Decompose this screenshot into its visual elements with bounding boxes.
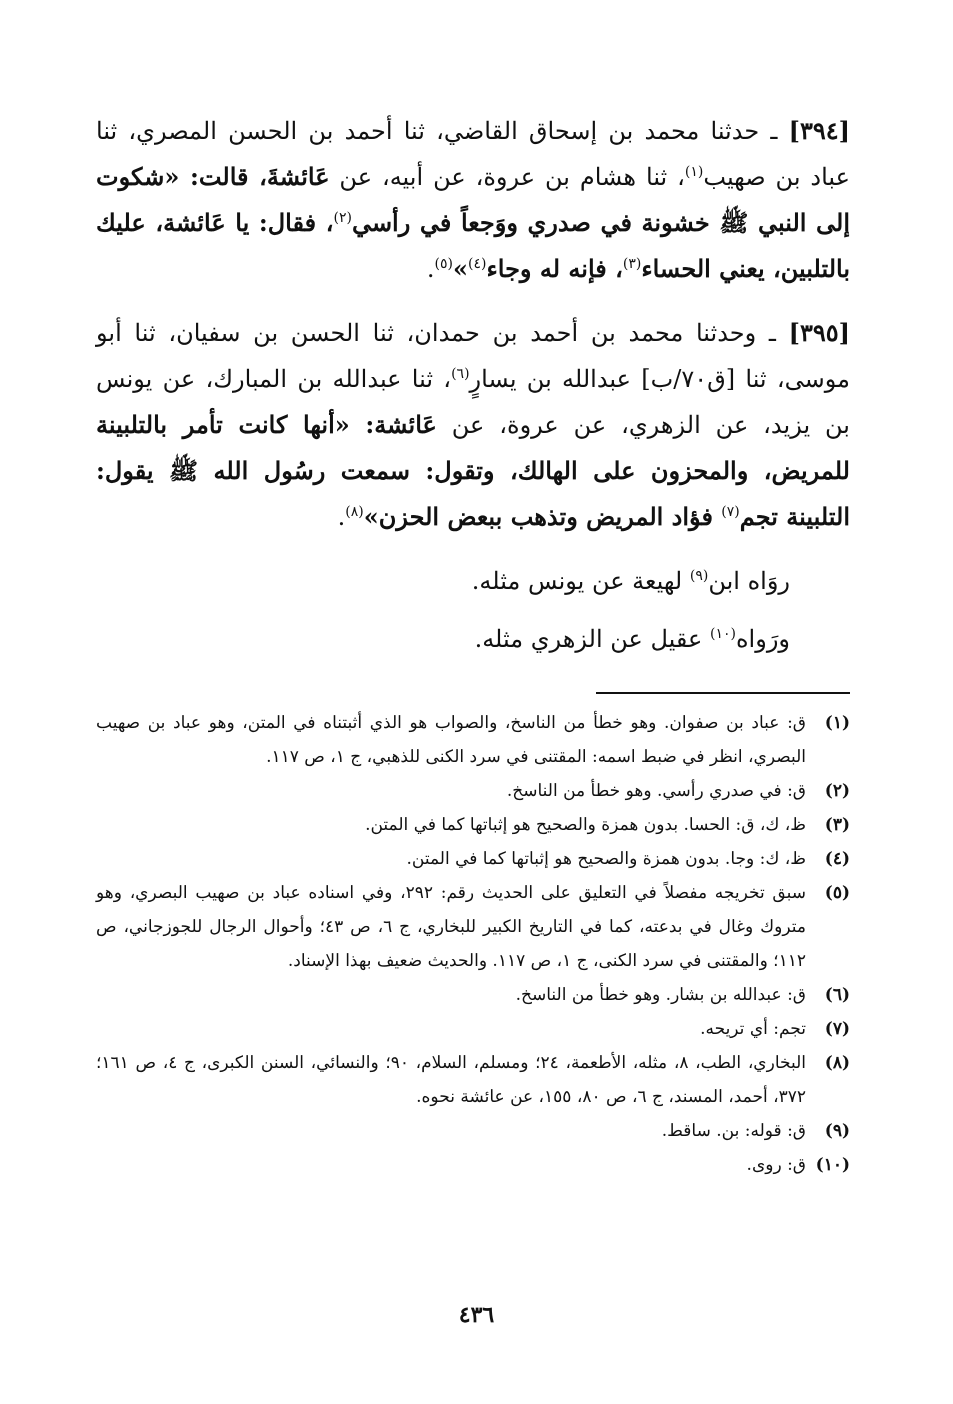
- footnote-ref[interactable]: (٧): [721, 504, 740, 520]
- footnote-number: (٨): [824, 1053, 850, 1073]
- footnote: [96, 1012, 850, 1046]
- footnote: [96, 1046, 850, 1114]
- hadith-number: [٣٩٥]: [788, 318, 850, 347]
- narration-line: [96, 616, 850, 662]
- footnote-ref[interactable]: (١٠): [710, 626, 736, 642]
- footnote-text: تجم: أي تريحه.: [700, 1019, 806, 1039]
- isnad-text: ، ثنا عبدالله بن المبارك، عن يونس بن يزيد، عن الزهري، عن عروة، عن: [96, 365, 850, 439]
- footnote-number: (٧): [824, 1019, 850, 1039]
- footnote-text: ق: في صدري رأسي. وهو خطأ من الناسخ.: [506, 781, 806, 801]
- footnote: [96, 706, 850, 774]
- hadith-paragraph-394: [96, 108, 850, 292]
- footnote: [96, 978, 850, 1012]
- footnotes: [96, 706, 850, 1182]
- isnad-text: .: [426, 255, 435, 283]
- hadith-number: [٣٩٤]: [788, 116, 850, 145]
- hadith-matn-text: ، فإنه له وجاء: [486, 254, 623, 283]
- hadith-matn-text: »: [453, 254, 469, 283]
- footnote-text: ق: عباد بن صفوان. وهو خطأ من الناسخ، والصواب هو الذي أثبتناه في المتن، وهو عباد بن صهيب البصري، انظر في ضبط اسمه: المقتنى في سرد الكنى للذهبي، ج ١، ص ١١٧.: [96, 713, 806, 767]
- footnote-text: ظ، ك: وجا. بدون همزة والصحيح هو إثباتها كما في المتن.: [406, 849, 806, 869]
- narration-text: عقيل عن الزهري مثله.: [474, 625, 710, 653]
- footnote-text: ظ، ك، ق: الحسا. بدون همزة والصحيح هو إثباتها كما في المتن.: [365, 815, 806, 835]
- footnote-ref[interactable]: (٥): [434, 256, 454, 272]
- isnad-text: ، ثنا هشام بن عروة، عن أبيه، عن: [329, 163, 685, 191]
- page-number: ٤٣٦: [458, 1302, 495, 1328]
- narration-text: ورَواه: [735, 625, 790, 653]
- footnote-text: البخاري، الطب، ٨، مثله، الأطعمة، ٢٤؛ ومسلم، السلام، ٩٠؛ والنسائي، السنن الكبرى، ج ٤، ص ١٦١؛ ٣٧٢، أحمد، المسند، ج ٦، ص ٨٠، ١٥٥، عن عائشة نحوه.: [96, 1053, 807, 1107]
- footnote-text: سبق تخريجه مفصلاً في التعليق على الحديث رقم: ٢٩٢، وفي اسناده عباد بن صهيب البصري، وهو متروك وغال في بدعته، كما في التاريخ الكبير للبخاري، ج ٦، ص ٤٣؛ وأحوال الرجال للجوزجاني، ص ١١٢؛ والمقتنى في سرد الكنى، ج ١، ص ١١٧. والحديث ضعيف بهذا الإسناد.: [96, 883, 806, 971]
- footnote-ref[interactable]: (٤): [468, 256, 487, 272]
- footnote-text: ق: عبدالله بن بشار. وهو خطأ من الناسخ.: [515, 985, 806, 1005]
- footnote-ref[interactable]: (٣): [622, 256, 642, 272]
- footnote-text: ق: روى.: [746, 1155, 806, 1175]
- hadith-paragraph-395: [96, 310, 850, 540]
- footnote: [96, 774, 850, 808]
- footnote: [96, 1148, 850, 1182]
- footnote-text: ق: قوله: بن. ساقط.: [661, 1121, 806, 1141]
- footnote-number: (١): [824, 713, 850, 733]
- footnote: [96, 1114, 850, 1148]
- narration-line: [96, 558, 850, 604]
- narration-text: روَاه ابن: [708, 567, 790, 595]
- footnote-number: (٣): [824, 815, 850, 835]
- isnad-text: ـ حدثنا محمد بن إسحاق القاضي، ثنا أحمد بن الحسن المصري، ثنا عباد بن صهيب: [96, 117, 850, 191]
- footnote: [96, 842, 850, 876]
- footnote-ref[interactable]: (١): [684, 164, 704, 180]
- footnote-number: (١٠): [815, 1155, 850, 1175]
- footnote-number: (٦): [824, 985, 850, 1005]
- footnote: [96, 876, 850, 978]
- main-text: [96, 108, 850, 674]
- hadith-matn-text: عَائشةَ، قالت: «شكوت إلى النبي ﷺ خشونة في صدري ووَجعاً في رأسي: [96, 162, 851, 237]
- hadith-matn-text: فؤاد المريض وتذهب ببعض الحزن»: [363, 502, 722, 531]
- footnote-separator: [596, 692, 850, 694]
- footnote-number: (٩): [824, 1121, 850, 1141]
- footnote-number: (٥): [824, 883, 850, 903]
- footnote-ref[interactable]: (٨): [345, 504, 364, 520]
- hadith-matn-text: عَائشة: «أنها كانت تأمر بالتلبينة للمريض، والمحزون على الهالك، وتقول: سمعت رسُول الله ﷺ يقول: التلبينة تجم: [96, 410, 850, 531]
- footnote: [96, 808, 850, 842]
- footnote-ref[interactable]: (٢): [333, 210, 352, 226]
- isnad-text: ـ وحدثنا محمد بن أحمد بن حمدان، ثنا الحسن بن سفيان، ثنا أبو موسى، ثنا [ق٧٠/ب] عبدالله بن يسارٍ: [96, 319, 851, 393]
- footnote-ref[interactable]: (٩): [689, 568, 709, 584]
- footnote-ref[interactable]: (٦): [451, 366, 470, 382]
- footnote-number: (٢): [824, 781, 850, 801]
- narration-text: لهيعة عن يونس مثله.: [471, 567, 690, 595]
- hadith-matn-text: ، فقال: يا عَائشة، عليك بالتلبين، يعني الحساء: [96, 208, 850, 283]
- isnad-text: .: [337, 503, 346, 531]
- footnote-number: (٤): [824, 849, 850, 869]
